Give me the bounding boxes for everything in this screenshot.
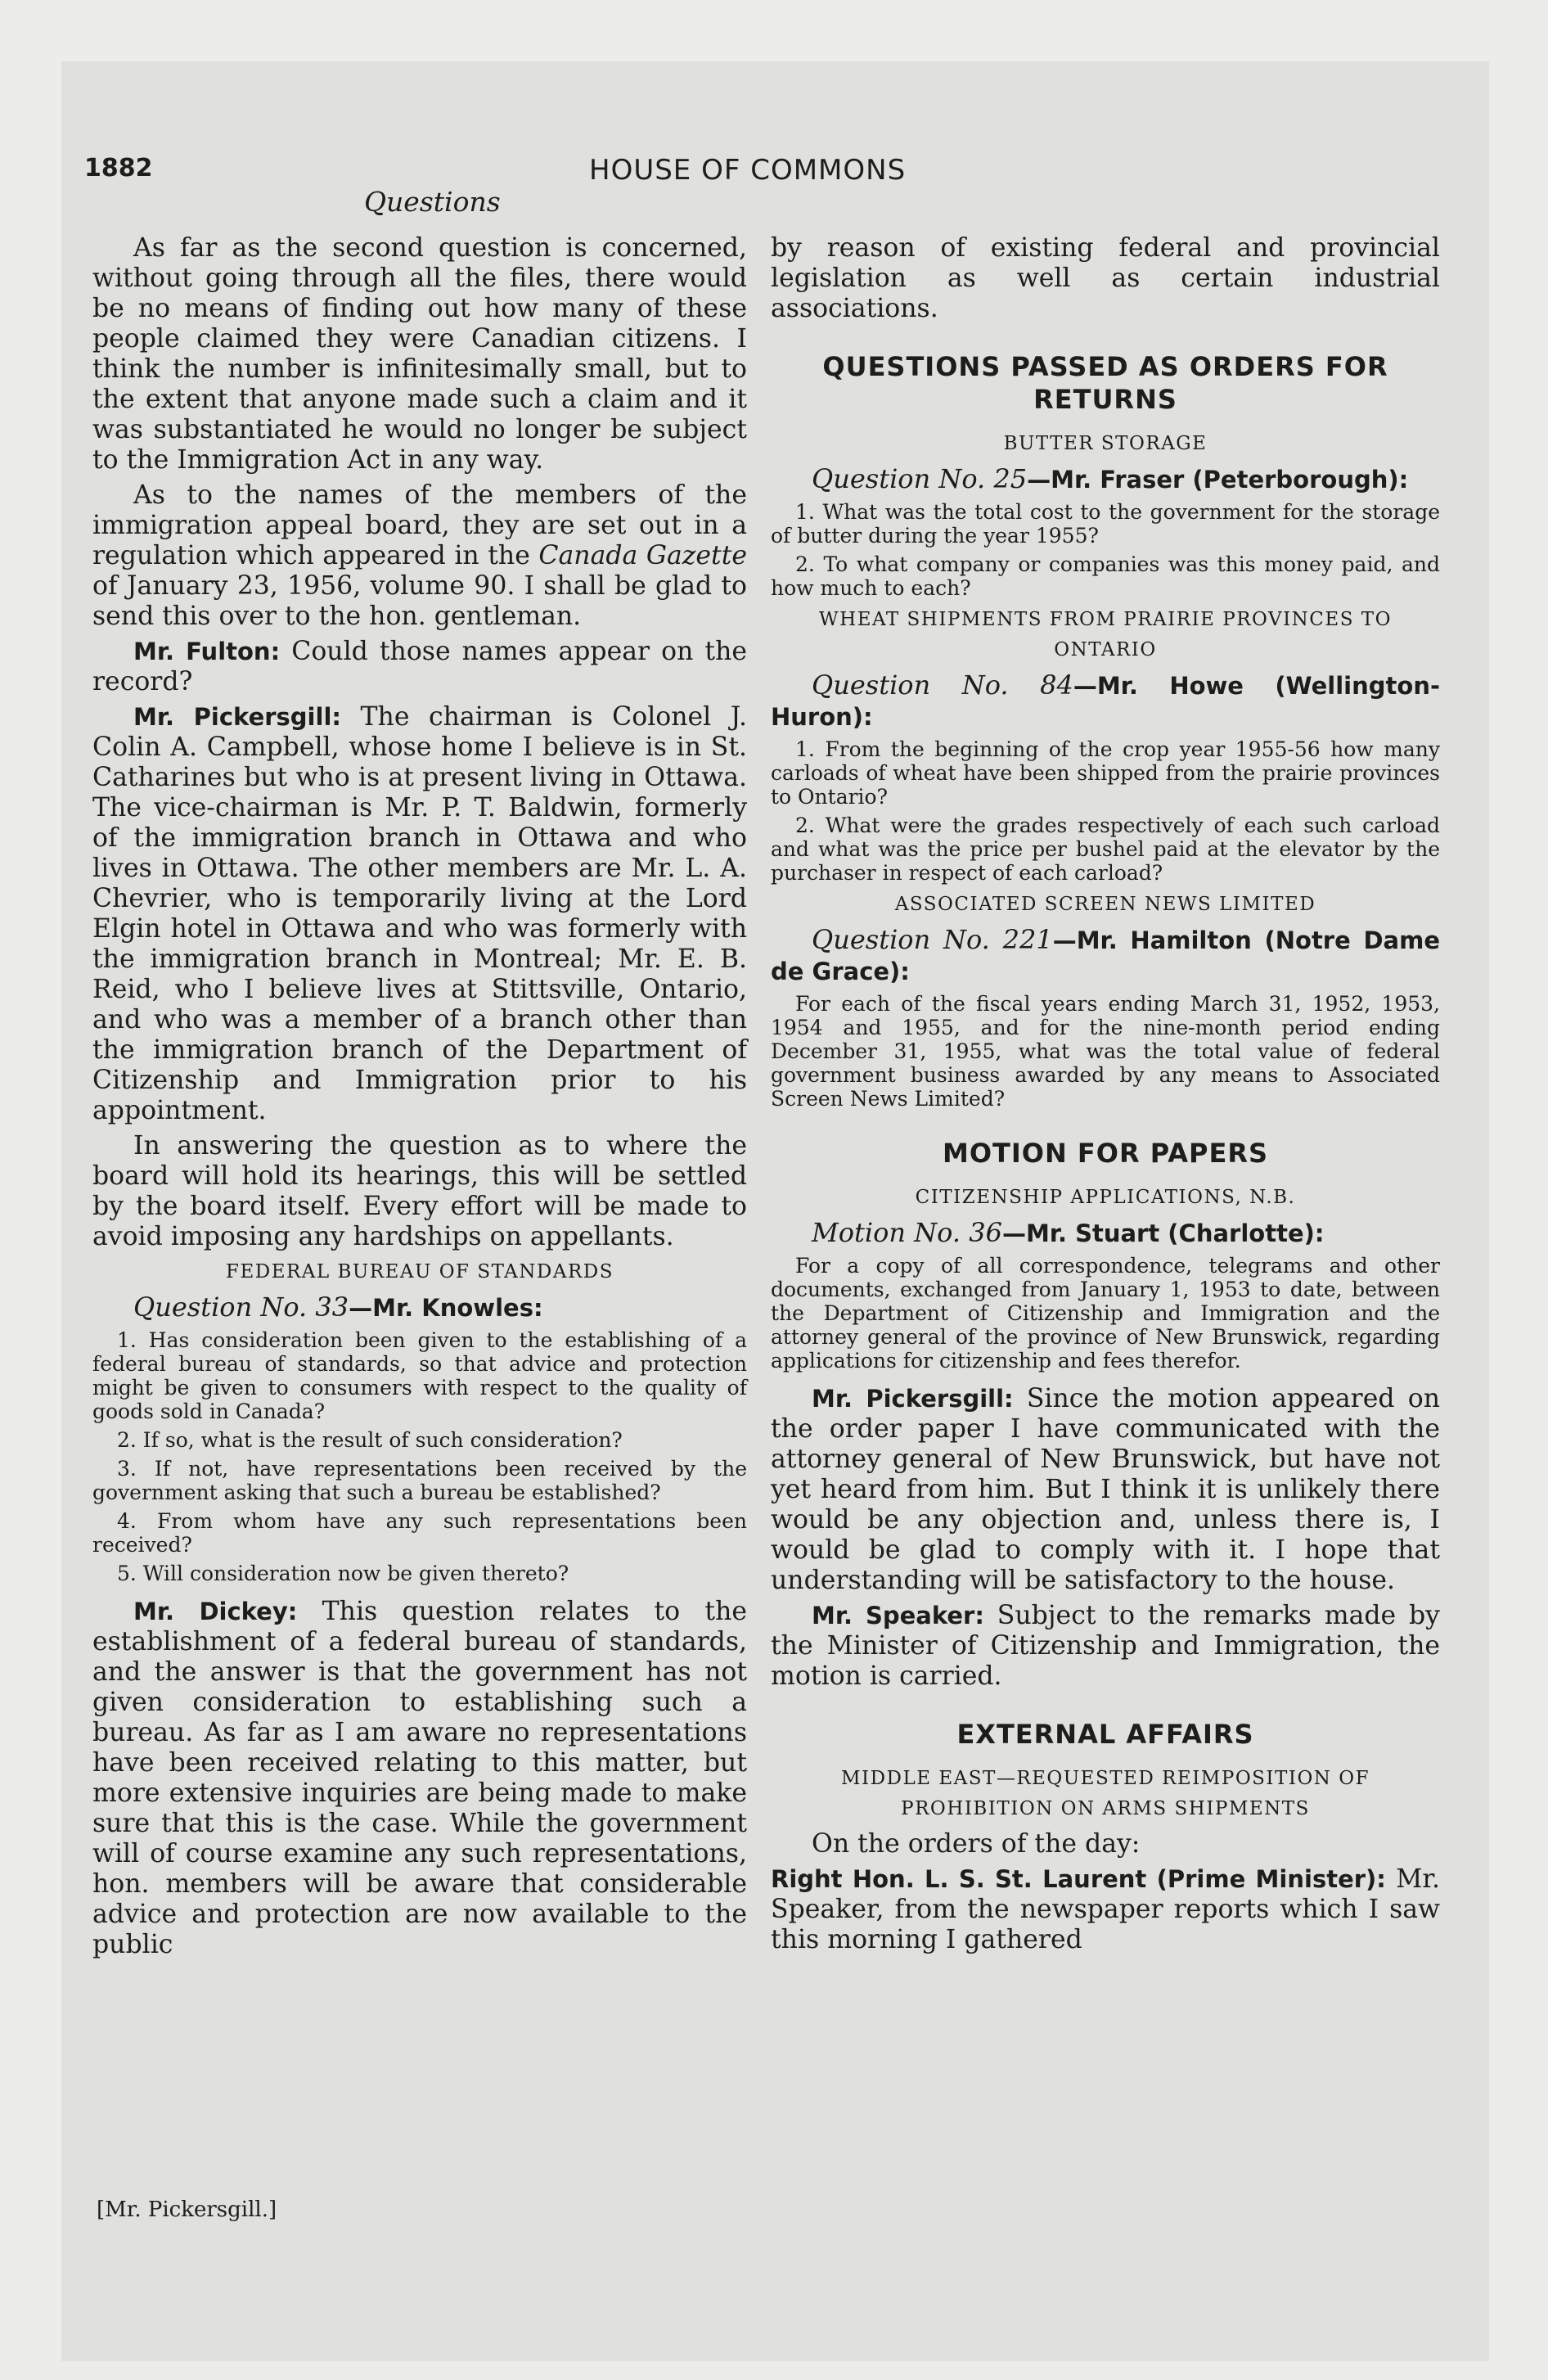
speaker-name: Mr. Pickersgill: <box>812 1385 1014 1413</box>
question-heading: Question No. 84—Mr. Howe (Wellington-Huron): <box>771 669 1440 731</box>
subheading: FEDERAL BUREAU OF STANDARDS <box>226 1261 614 1282</box>
question-item: 1. Has consideration been given to the establishing of a federal bureau of standards, so that advice and protection might be given to consumers with respect to the quality of goods sold in Canada? <box>92 1328 747 1423</box>
speaker-name: Mr. Fulton: <box>133 638 281 665</box>
motion-item: For a copy of all correspondence, telegrams and other documents, exchanged from January 1, 1953 to date, between the Department of Citizenship and Immigration and the attorney general of the province of New Brunswick, regarding applications for citizenship and fees therefor. <box>771 1254 1440 1373</box>
question-item: 4. From whom have any such representations been received? <box>92 1509 747 1557</box>
question-heading: Question No. 33—Mr. Knowles: <box>133 1291 543 1323</box>
section-heading: QUESTIONS PASSED AS ORDERS FOR RETURNS <box>822 351 1388 415</box>
right-column <box>771 233 1440 1960</box>
page-title: HOUSE OF COMMONS <box>589 154 907 187</box>
running-header <box>0 154 1548 187</box>
speaker-name: Mr. Dickey: <box>133 1598 298 1625</box>
speaker-name: Mr. Pickersgill: <box>133 703 341 731</box>
footer-note: [Mr. Pickersgill.] <box>97 2197 277 2222</box>
paragraph: Right Hon. L. S. St. Laurent (Prime Minister): Mr. Speaker, from the newspaper reports which I saw this morning I gathered <box>771 1864 1440 1954</box>
question-heading: Question No. 25—Mr. Fraser (Peterborough): <box>812 463 1409 494</box>
subheading: MIDDLE EAST—REQUESTED REIMPOSITION OF PROHIBITION ON ARMS SHIPMENTS <box>840 1768 1370 1819</box>
paragraph: On the orders of the day: <box>812 1829 1141 1859</box>
question-item: 2. If so, what is the result of such consideration? <box>117 1428 623 1452</box>
paragraph: As to the names of the members of the immigration appeal board, they are set out in a regulation which appeared in the Canada Gazette of January 23, 1956, volume 90. I shall be glad to send this over to the hon. gentleman. <box>92 480 748 631</box>
subheading: ASSOCIATED SCREEN NEWS LIMITED <box>894 894 1316 915</box>
question-item: 1. What was the total cost to the government for the storage of butter during the year 1955? <box>771 500 1440 548</box>
subheading: CITIZENSHIP APPLICATIONS, N.B. <box>915 1187 1296 1208</box>
subheading: WHEAT SHIPMENTS FROM PRAIRIE PROVINCES TO ONTARIO <box>819 609 1392 660</box>
question-item: 1. From the beginning of the crop year 1955-56 how many carloads of wheat have been shipped from the prairie provinces to Ontario? <box>771 737 1440 809</box>
section-heading: EXTERNAL AFFAIRS <box>956 1719 1254 1750</box>
section-heading: MOTION FOR PAPERS <box>942 1138 1269 1169</box>
paragraph: by reason of existing federal and provincial legislation as well as certain industrial associations. <box>771 233 1440 323</box>
paragraph: As far as the second question is concerned, without going through all the files, there would be no means of finding out how many of these people claimed they were Canadian citizens. I think the number is infinitesimally small, but to the extent that anyone made such a claim and it was substantiated he would no longer be subject to the Immigration Act in any way. <box>92 233 747 475</box>
question-heading: Question No. 221—Mr. Hamilton (Notre Dame de Grace): <box>771 924 1441 985</box>
question-item: For each of the fiscal years ending March 31, 1952, 1953, 1954 and 1955, and for the nine-month period ending December 31, 1955, what was the total value of federal government business awarded by any means to Associated Screen News Limited? <box>771 992 1440 1111</box>
speaker-name: Right Hon. L. S. St. Laurent (Prime Minister): <box>771 1865 1386 1893</box>
section-label: Questions <box>364 186 501 218</box>
question-item: 5. Will consideration now be given thereto? <box>117 1562 569 1585</box>
page-number: 1882 <box>84 154 153 183</box>
paragraph: Mr. Fulton: Could those names appear on the record? <box>92 637 747 696</box>
question-item: 2. To what company or companies was this money paid, and how much to each? <box>771 552 1440 600</box>
subheading: BUTTER STORAGE <box>1003 433 1208 454</box>
paragraph: In answering the question as to where the board will hold its hearings, this will be settled by the board itself. Every effort will be made to avoid imposing any hardships on appellants. <box>92 1131 747 1251</box>
paragraph: Mr. Pickersgill: The chairman is Colonel J. Colin A. Campbell, whose home I believe is in St. Catharines but who is at present living in Ottawa. The vice-chairman is Mr. P. T. Baldwin, formerly of the immigration branch in Ottawa and who lives in Ottawa. The other members are Mr. L. A. Chevrier, who is temporarily living at the Lord Elgin hotel in Ottawa and who was formerly with the immigration branch in Montreal; Mr. E. B. Reid, who I believe lives at Stittsville, Ontario, and who was a member of a branch other than the immigration branch of the Department of Citizenship and Immigration prior to his appointment. <box>92 702 747 1125</box>
paragraph: Mr. Pickersgill: Since the motion appeared on the order paper I have communicated with the attorney general of New Brunswick, but have not yet heard from him. But I think it is unlikely there would be any objection and, unless there is, I would be glad to comply with it. I hope that understanding will be satisfactory to the house. <box>771 1384 1440 1595</box>
left-column <box>92 233 747 1965</box>
paragraph: Mr. Speaker: Subject to the remarks made by the Minister of Citizenship and Immigration, the motion is carried. <box>771 1601 1440 1691</box>
question-item: 2. What were the grades respectively of each such carload and what was the price per bushel paid at the elevator by the purchaser in respect of each carload? <box>771 814 1440 885</box>
motion-heading: Motion No. 36—Mr. Stuart (Charlotte): <box>812 1217 1325 1248</box>
question-item: 3. If not, have representations been received by the government asking that such a bureau be established? <box>92 1457 747 1504</box>
paragraph: Mr. Dickey: This question relates to the establishment of a federal bureau of standards, and the answer is that the government has not given consideration to establishing such a bureau. As far as I am aware no representations have been received relating to this matter, but more extensive inquiries are being made to make sure that this is the case. While the government will of course examine any such representations, hon. members will be aware that considerable advice and protection are now available to the public <box>92 1597 747 1959</box>
speaker-name: Mr. Speaker: <box>812 1602 984 1629</box>
